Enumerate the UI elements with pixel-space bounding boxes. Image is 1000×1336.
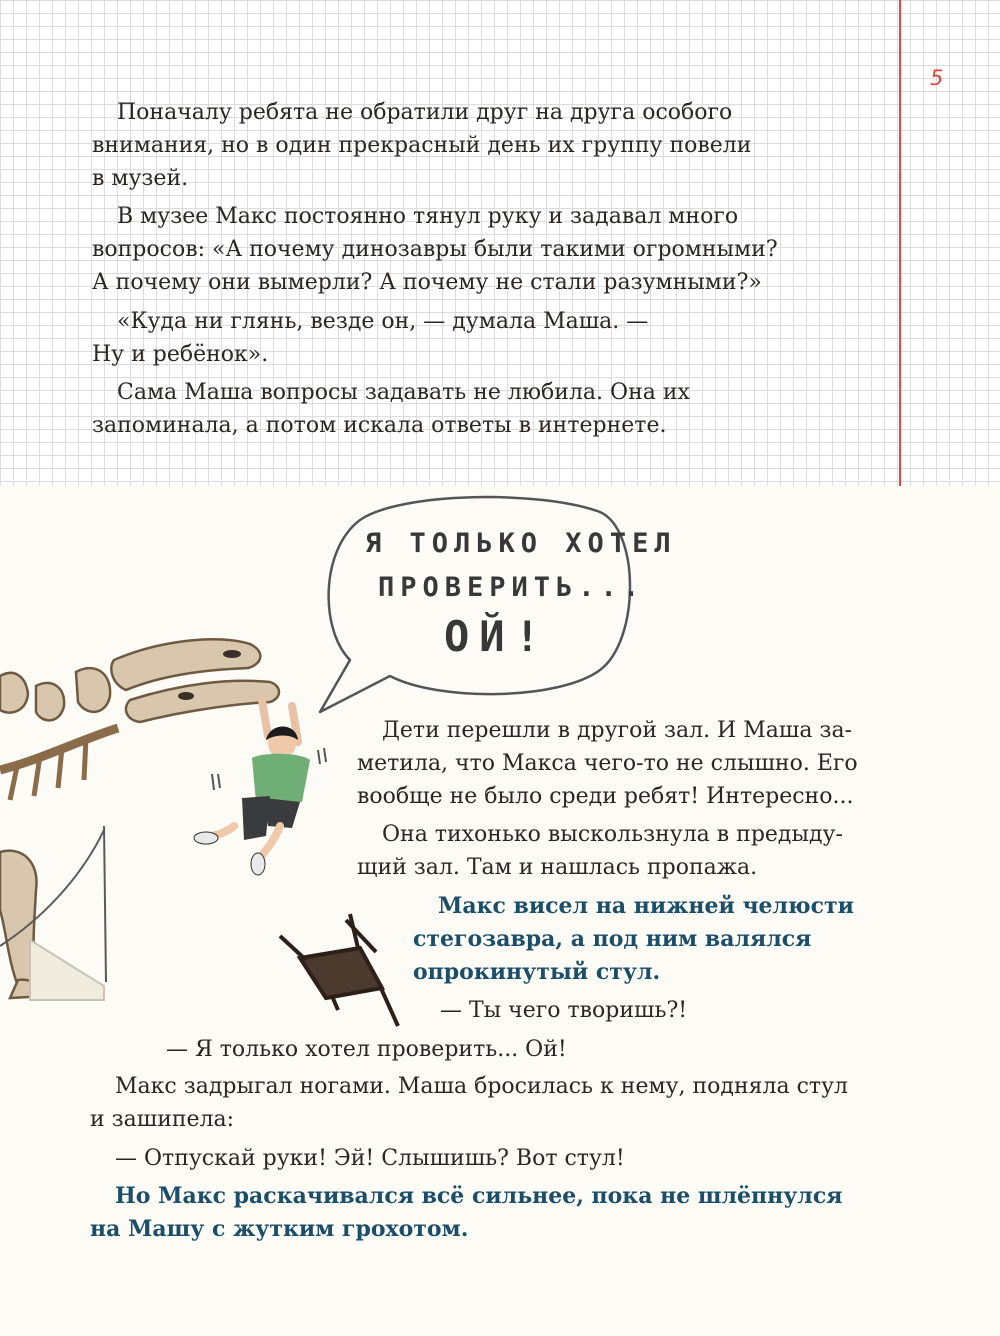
max-boy-figure	[194, 700, 326, 875]
paragraph: Дети перешли в другой зал. И Маша за- метила, что Макса чего-то не слышно. Его вообще не было среди ребят! Интересно...	[357, 718, 858, 809]
dialogue-line: — Я только хотел проверить... Ой!	[166, 1037, 567, 1062]
paragraph: «Куда ни глянь, везде он, — думала Маша. — Ну и ребёнок».	[92, 309, 649, 367]
paragraph: Она тихонько выскользнула в предыду- щий зал. Там и нашлась пропажа.	[357, 822, 843, 880]
paragraph: В музее Макс постоянно тянул руку и задавал много вопросов: «А почему динозавры были такими огромными? А почему они вымерли? А почему не стали разумными?»	[92, 204, 778, 295]
paragraph: Сама Маша вопросы задавать не любила. Она их запоминала, а потом искала ответы в интернете.	[92, 380, 690, 438]
speech-bubble-line2: ПРОВЕРИТЬ...	[378, 572, 646, 603]
notebook-margin-line	[899, 0, 901, 486]
paragraph: Макс задрыгал ногами. Маша бросилась к нему, подняла стул и зашипела:	[90, 1074, 848, 1132]
speech-bubble-line3: ОЙ!	[444, 612, 550, 661]
tipped-chair	[280, 914, 398, 1026]
page-number: 5	[930, 66, 944, 90]
dinosaur-skeleton	[0, 639, 279, 998]
highlight-paragraph: Макс висел на нижней челюсти стегозавра, а под ним валялся опрокинутый стул.	[413, 893, 854, 985]
paragraph: Поначалу ребята не обратили друг на друга особого внимания, но в один прекрасный день их группу повели в музей.	[92, 100, 752, 191]
dialogue-line: — Отпускай руки! Эй! Слышишь? Вот стул!	[115, 1146, 625, 1171]
speech-bubble-line1: Я ТОЛЬКО ХОТЕЛ	[365, 528, 677, 559]
dialogue-line: — Ты чего творишь?!	[440, 998, 688, 1023]
highlight-paragraph: Но Макс раскачивался всё сильнее, пока не шлёпнулся на Машу с жутким грохотом.	[90, 1183, 843, 1242]
